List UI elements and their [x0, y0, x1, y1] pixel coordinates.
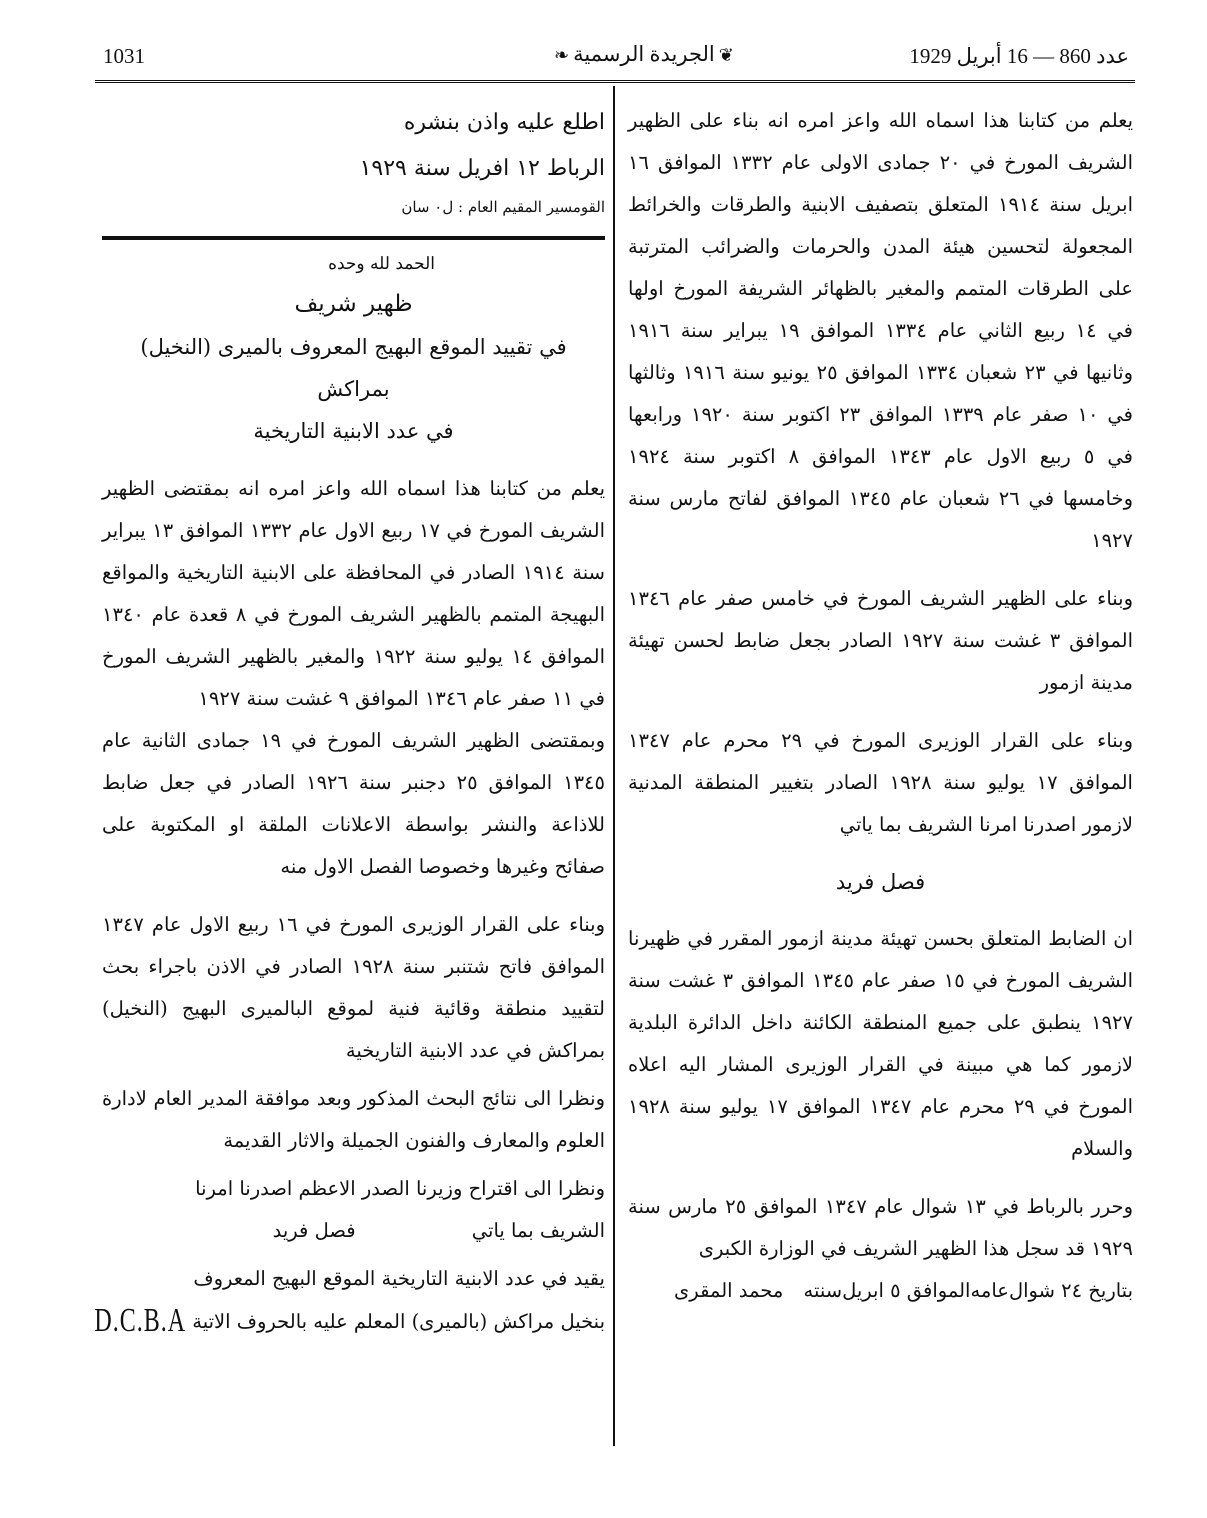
article-line: يقيد في عدد الابنية التاريخية الموقع البهيج المعروف: [193, 1267, 605, 1290]
header-rule: [95, 80, 1135, 83]
approval-date: الرباط ١٢ افريل سنة ١٩٢٩: [359, 156, 605, 181]
ornament-icon: ❧: [554, 45, 570, 65]
order-text: الشريف بما ياتي: [471, 1219, 605, 1242]
site-letters: D.C.B.A: [94, 1302, 187, 1340]
paragraph: وبناء على القرار الوزيرى المورخ في ٢٩ محرم عام ١٣٤٧ الموافق ١٧ يوليو سنة ١٩٢٨ الصادر بتغيير المنطقة المدنية لازمور اصدرنا امرنا الشريف بما ياتي: [628, 729, 1133, 836]
decree-subject: في عدد الابنية التاريخية: [253, 419, 454, 443]
section-rule: [102, 236, 605, 240]
signature: محمد المقرى: [674, 1279, 784, 1302]
right-column: [628, 100, 1133, 1312]
gazette-name: الجريدة الرسمية: [573, 42, 715, 66]
issue-info: عدد 860 — 16 أبريل 1929: [909, 44, 1129, 68]
closing-text: وحرر بالرباط في ١٣ شوال عام ١٣٤٧ الموافق ٢٥ مارس سنة ١٩٢٩ قد سجل هذا الظهير الشريف في الوزارة الكبرى: [628, 1195, 1134, 1260]
decree-subject: في تقييد الموقع البهيج المعروف بالميرى (النخيل) بمراكش: [140, 335, 567, 401]
approval-line: اطلع عليه واذن بنشره: [403, 110, 605, 135]
page-header: [95, 38, 1135, 78]
paragraph: ونظرا الى نتائج البحث المذكور وبعد موافقة المدير العام لادارة العلوم والمعارف والفنون الجميلة والاثار القديمة: [102, 1087, 605, 1152]
section-heading: فصل فريد: [835, 870, 926, 894]
registration-date: بتاريخ ٢٤ شوال‌عامه‌الموافق ٥ ابريل‌سنته: [803, 1279, 1133, 1302]
ornament-icon: ❦: [718, 45, 734, 65]
section-heading: فصل فريد: [272, 1219, 356, 1242]
invocation: الحمد لله وحده: [328, 254, 435, 274]
paragraph: وبناء على الظهير الشريف المورخ في خامس صفر عام ١٣٤٦ الموافق ٣ غشت سنة ١٩٢٧ الصادر بجعل ضابط لحسن تهيئة مدينة ازمور: [628, 587, 1134, 694]
page-number: 1031: [103, 44, 145, 68]
paragraph: ونظرا الى اقتراح وزيرنا الصدر الاعظم اصدرنا امرنا: [195, 1177, 605, 1200]
gazette-title: [550, 42, 738, 67]
decree-title: ظهير شريف: [294, 291, 413, 317]
article-text: بنخيل مراكش (بالميرى) المعلم عليه بالحروف الاتية: [192, 1310, 605, 1333]
article-last-line: [94, 1300, 605, 1343]
left-column: [94, 100, 606, 1343]
paragraph: وبمقتضى الظهير الشريف المورخ في ١٩ جمادى الثانية عام ١٣٤٥ الموافق ٢٥ دجنبر سنة ١٩٢٦ الصادر في جعل ضابط للاذاعة والنشر بواسطة الاعلانات الملقة او المكتوبة على صفائح وغيرها وخصوصا الفصل الاول منه: [102, 729, 606, 878]
paragraph: وبناء على القرار الوزيرى المورخ في ١٦ ربيع الاول عام ١٣٤٧ الموافق فاتح شتنبر سنة ١٩٢٨ الصادر في الاذن باجراء بحث لتقييد منطقة وقائية فنية لموقع البالميرى البهيج (النخيل) بمراكش في عدد الابنية التاريخية: [102, 913, 605, 1062]
paragraph: يعلم من كتابنا هذا اسماه الله واعز امره انه بمقتضى الظهير الشريف المورخ في ١٧ ربيع الاول عام ١٣٣٢ الموافق ١٣ يبراير سنة ١٩١٤ الصادر في المحافظة على الابنية التاريخية والمواقع البهيجة المتمم بالظهير الشريف المورخ في ٨ قعدة عام ١٣٤٠ الموافق ١٤ يوليو سنة ١٩٢٢ والمغير بالظهير الشريف المورخ في ١١ صفر عام ١٣٤٦ الموافق ٩ غشت سنة ١٩٢٧: [102, 477, 605, 710]
closing-last-line: [628, 1270, 1133, 1312]
article-text: ان الضابط المتعلق بحسن تهيئة مدينة ازمور المقرر في ظهيرنا الشريف المورخ في ١٥ صفر عام ١٣٤٥ الموافق ٣ غشت سنة ١٩٢٧ ينطبق على جميع المنطقة الكائنة داخل الدائرة البلدية لازمور كما هي مبينة في القرار الوزيرى المشار اليه اعلاه المورخ في ٢٩ محرم عام ١٣٤٧ الموافق ١٧ يوليو سنة ١٩٢٨ والسلام: [628, 927, 1133, 1160]
order-line: [102, 1210, 605, 1252]
column-divider: [613, 86, 615, 1446]
paragraph: يعلم من كتابنا هذا اسماه الله واعز امره انه بناء على الظهير الشريف المورخ في ٢٠ جمادى الاولى عام ١٣٣٢ الموافق ١٦ ابريل سنة ١٩١٤ المتعلق بتصفيف الابنية والطرقات والخرائط المجعولة لتحسين هيئة المدن والحرمات والضرائب المترتبة على الطرقات المتمم والمغير بالظهائر الشريفة المورخ اولها في ١٤ ربيع الثاني عام ١٣٣٤ الموافق ١٩ يبراير سنة ١٩١٦ وثانيها في ٢٣ شعبان ١٣٣٤ الموافق ٢٥ يونيو سنة ١٩١٦ وثالثها في ١٠ صفر عام ١٣٣٩ الموافق ٢٣ اكتوبر سنة ١٩٢٠ ورابعها في ٥ ربيع الاول عام ١٣٤٣ الموافق ٨ اكتوبر سنة ١٩٢٤ وخامسها في ٢٦ شعبان عام ١٣٤٥ الموافق لفاتح مارس سنة ١٩٢٧: [628, 109, 1134, 552]
resident-general: القومسير المقيم العام : ل٠ سان: [401, 198, 605, 216]
